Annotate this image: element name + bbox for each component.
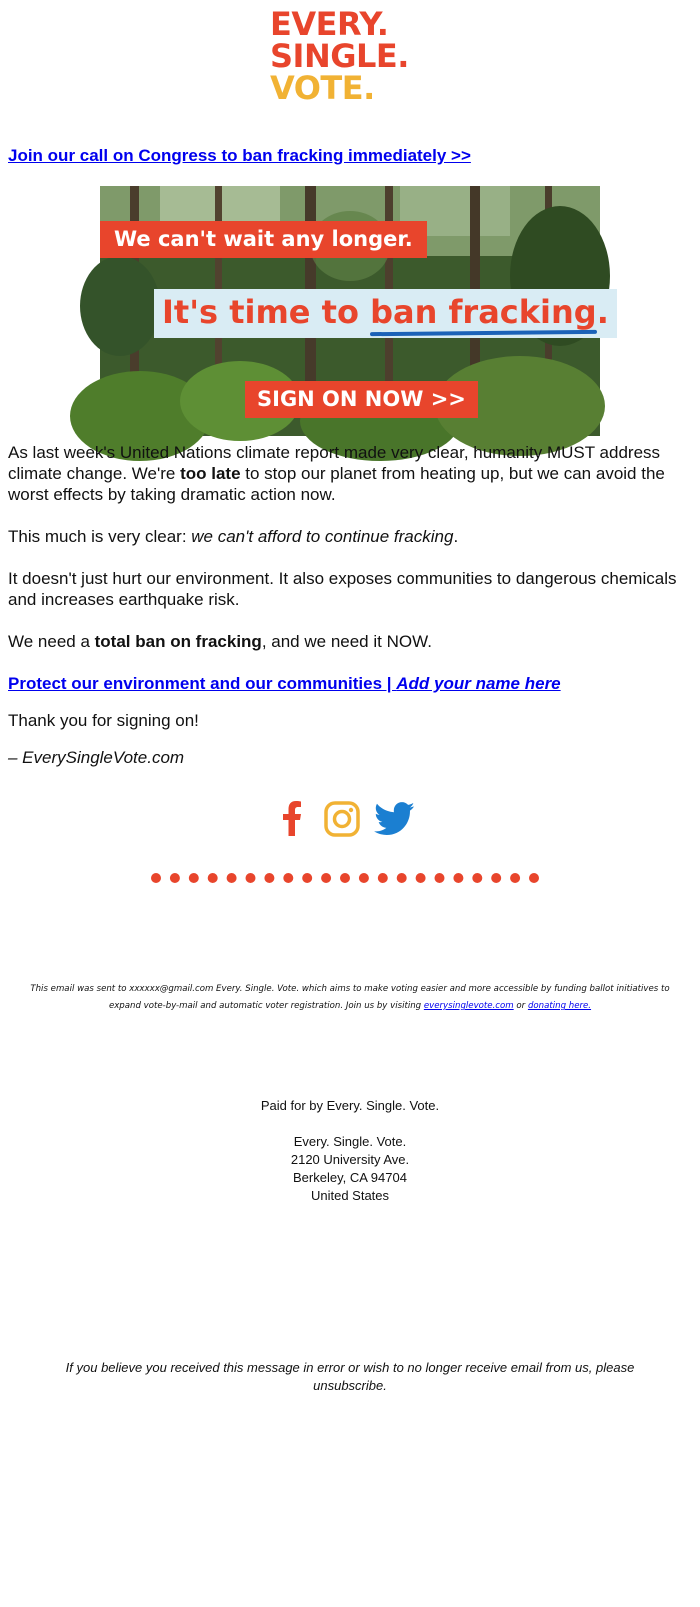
paragraph-very-clear (8, 526, 678, 547)
banner-headline-2-underlined: ban fracking (370, 293, 597, 331)
address-street: 2120 University Ave. (290, 1152, 410, 1167)
divider-dot (170, 873, 180, 883)
divider-dot (340, 873, 350, 883)
divider-dot (491, 873, 501, 883)
divider-dot (208, 873, 218, 883)
divider-dot (435, 873, 445, 883)
emphasis-cant-afford: we can't afford to continue fracking (191, 527, 454, 546)
address-city: Berkeley, CA 94704 (293, 1170, 407, 1185)
divider-dot (416, 873, 426, 883)
paragraph-environment: It doesn't just hurt our environment. It also exposes communities to dangerous chemicals and increases earthquake risk. (8, 569, 677, 609)
paragraph-climate-report (8, 442, 678, 505)
divider-dot (472, 873, 482, 883)
logo-line-single: SINGLE. (270, 37, 409, 75)
signature-text: – EverySingleVote.com (8, 748, 185, 767)
divider-dot (264, 873, 274, 883)
add-name-link-text: Add your name here (396, 674, 561, 693)
sign-on-now-button[interactable]: SIGN ON NOW >> (245, 381, 478, 418)
divider-dot (397, 873, 407, 883)
dot-divider-graphic (150, 872, 550, 884)
banner-headline-1: We can't wait any longer. (100, 221, 427, 258)
banner-headline-2-end: . (596, 293, 609, 331)
address-org: Every. Single. Vote. (293, 1134, 407, 1149)
brand-logo (270, 5, 440, 107)
emphasis-too-late: too late (180, 464, 241, 483)
unsubscribe-notice[interactable]: If you believe you received this message in error or wish to no longer receive email from us, please unsubscribe. (65, 1360, 635, 1393)
logo-line-vote: VOTE. (270, 69, 375, 107)
paid-for-by: Paid for by Every. Single. Vote. (260, 1098, 440, 1113)
protect-link-text: Protect our environment and our communities | (8, 674, 397, 693)
divider-dot (302, 873, 312, 883)
sent-to-footnote (20, 981, 680, 1015)
text: We need a (8, 632, 95, 651)
divider-dot (359, 873, 369, 883)
divider-dot (283, 873, 293, 883)
footnote-text: This email was sent to xxxxxx@gmail.com Every. Single. Vote. which aims to make voting easier and more accessible by funding ballot initiatives to expand vote-by-mail and automatic voter registration. Join us by visiting (30, 984, 670, 1011)
text: to stop our planet from heating up, but we can avoid the worst effects by taking dramatic action now. (8, 464, 665, 504)
instagram-icon[interactable] (324, 801, 360, 842)
divider-dot (529, 873, 539, 883)
social-links (280, 800, 430, 840)
footnote-text: or (513, 1001, 528, 1011)
text: As last week's United Nations climate report made very clear, humanity MUST address climate change. We're (8, 443, 661, 483)
text: This much is very clear: (8, 527, 192, 546)
signature (8, 747, 678, 768)
mailing-address (0, 1133, 700, 1205)
banner-headline-2 (154, 289, 617, 338)
paragraph-total-ban (8, 631, 678, 652)
divider-dot (510, 873, 520, 883)
facebook-icon[interactable] (280, 800, 304, 841)
paragraph-protect-link (8, 673, 678, 694)
email-body (8, 442, 678, 784)
protect-environment-link[interactable] (8, 674, 561, 693)
twitter-icon[interactable] (374, 802, 416, 841)
text: , and we need it NOW. (261, 632, 432, 651)
address-country: United States (310, 1188, 390, 1203)
text: . (453, 527, 459, 546)
campaign-banner[interactable] (100, 186, 609, 436)
dot-divider (150, 872, 550, 884)
divider-dot (321, 873, 331, 883)
divider-dot (151, 873, 161, 883)
donate-link[interactable]: donating here. (527, 1001, 592, 1011)
divider-dot (246, 873, 256, 883)
divider-dot (378, 873, 388, 883)
join-call-link[interactable]: Join our call on Congress to ban fracking immediately >> (8, 146, 471, 165)
website-link[interactable]: everysinglevote.com (423, 1001, 514, 1011)
divider-dot (189, 873, 199, 883)
banner-headline-2-start: It's time to (162, 293, 371, 331)
logo-line-every: EVERY. (270, 5, 389, 43)
divider-dot (453, 873, 463, 883)
thank-you-text: Thank you for signing on! (8, 711, 199, 730)
emphasis-total-ban: total ban on fracking (94, 632, 262, 651)
divider-dot (227, 873, 237, 883)
